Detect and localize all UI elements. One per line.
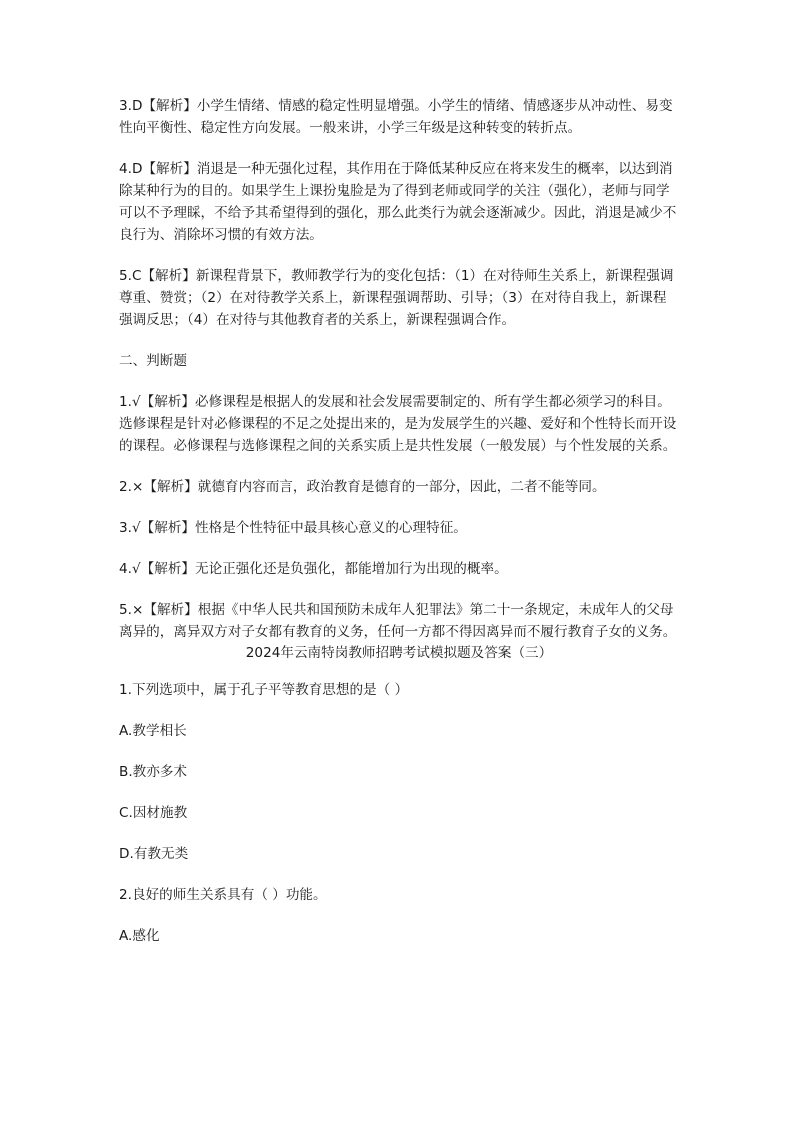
judgment-explanation-1: 1.√【解析】必修课程是根据人的发展和社会发展需要制定的、所有学生都必须学习的科目。选修课程是针对必修课程的不足之处提出来的，是为发展学生的兴趣、爱好和个性特长而开设的课程。必修课程与选修课程之间的关系实质上是共性发展（一般发展）与个性发展的关系。	[119, 394, 677, 454]
question-1-option-a: A.教学相长	[119, 723, 187, 739]
question-1-option-d: D.有教无类	[119, 846, 189, 862]
judgment-explanation-4: 4.√【解析】无论正强化还是负强化，都能增加行为出现的概率。	[119, 561, 508, 577]
document-heading: 2024年云南特岗教师招聘考试模拟题及答案（三）	[245, 645, 553, 661]
answer-explanation-3: 3.D【解析】小学生情绪、情感的稳定性明显增强。小学生的情绪、情感逐步从冲动性、易变性向平衡性、稳定性方向发展。一般来讲，小学三年级是这种转变的转折点。	[119, 98, 673, 136]
answer-explanation-5: 5.C【解析】新课程背景下，教师教学行为的变化包括：（1）在对待师生关系上，新课程强调尊重、赞赏；（2）在对待教学关系上，新课程强调帮助、引导；（3）在对待自我上，新课程强调反思；（4）在对待与其他教育者的关系上，新课程强调合作。	[119, 268, 674, 328]
question-1: 1.下列选项中，属于孔子平等教育思想的是（ ）	[119, 682, 409, 698]
judgment-explanation-5: 5.×【解析】根据《中华人民共和国预防未成年人犯罪法》第二十一条规定，未成年人的父母离异的，离异双方对子女都有教育的义务，任何一方都不得因离异而不履行教育子女的义务。	[119, 602, 677, 640]
judgment-explanation-2: 2.×【解析】就德育内容而言，政治教育是德育的一部分，因此，二者不能等同。	[119, 479, 606, 495]
question-2-option-a: A.感化	[119, 928, 160, 944]
document-content	[119, 95, 679, 966]
question-2: 2.良好的师生关系具有（ ）功能。	[119, 887, 327, 903]
judgment-explanation-3: 3.√【解析】性格是个性特征中最具核心意义的心理特征。	[119, 520, 467, 536]
section-title-judgment: 二、判断题	[119, 353, 187, 369]
question-1-option-c: C.因材施教	[119, 805, 188, 821]
question-1-option-b: B.教亦多术	[119, 764, 188, 780]
answer-explanation-4: 4.D【解析】消退是一种无强化过程，其作用在于降低某种反应在将来发生的概率，以达到消除某种行为的目的。如果学生上课扮鬼脸是为了得到老师或同学的关注（强化），老师与同学可以不予理睬，不给予其希望得到的强化，那么此类行为就会逐渐减少。因此，消退是减少不良行为、消除坏习惯的有效方法。	[119, 161, 677, 243]
